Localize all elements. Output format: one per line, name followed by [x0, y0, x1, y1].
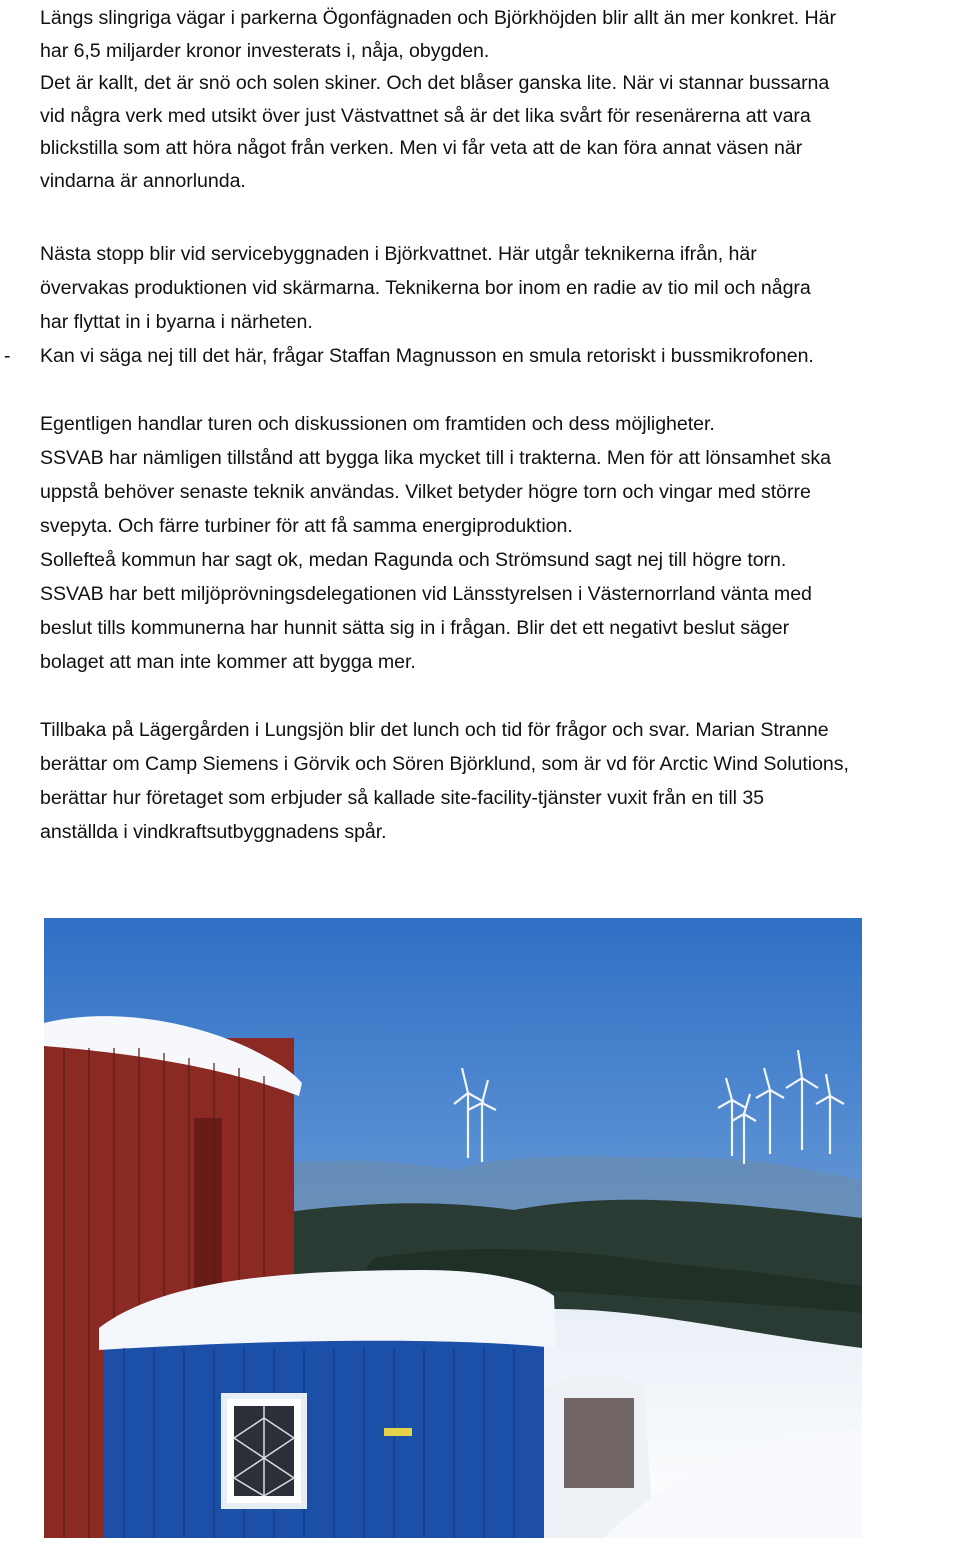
- text-line: Egentligen handlar turen och diskussionen om framtiden och dess möjligheter.: [40, 413, 715, 435]
- paragraph-5: [40, 713, 955, 849]
- blue-building: [99, 1270, 556, 1538]
- photo-wind-farm-winter: [44, 918, 862, 1538]
- text-line: SSVAB har bett miljöprövningsdelegationen vid Länsstyrelsen i Västernorrland vänta med: [40, 583, 812, 605]
- text-line: Nästa stopp blir vid servicebyggnaden i Björkvattnet. Här utgår teknikerna ifrån, här: [40, 243, 757, 265]
- text-line: SSVAB har nämligen tillstånd att bygga lika mycket till i trakterna. Men för att lönsamhet ska: [40, 447, 832, 469]
- text-line: svepyta. Och färre turbiner för att få samma energiproduktion.: [40, 515, 573, 537]
- door-sign: [384, 1428, 412, 1436]
- text-line: uppstå behöver senaste teknik användas. Vilket betyder högre torn och vingar med större: [40, 481, 811, 503]
- text-line: beslut tills kommunerna har hunnit sätta sig in i frågan. Blir det ett negativt beslut säger: [40, 617, 790, 639]
- paragraph-quote: [40, 339, 955, 373]
- text-line: berättar hur företaget som erbjuder så kallade site-facility-tjänster vuxit från en till 35: [40, 787, 765, 809]
- text-line: bolaget att man inte kommer att bygga mer.: [40, 651, 416, 673]
- text-line: vindarna är annorlunda.: [40, 169, 246, 192]
- text-line: övervakas produktionen vid skärmarna. Teknikerna bor inom en radie av tio mil och några: [40, 277, 811, 299]
- text-line: vid några verk med utsikt över just Västvattnet så är det lika svårt för resenärerna att vara: [40, 104, 811, 127]
- text-line: Längs slingriga vägar i parkerna Ögonfägnaden och Björkhöjden blir allt än mer konkret. Här: [40, 7, 836, 29]
- text-line: Det är kallt, det är snö och solen skiner. Och det blåser ganska lite. När vi stannar bussarna: [40, 72, 830, 94]
- text-line: anställda i vindkraftsutbyggnadens spår.: [40, 821, 387, 843]
- text-line: Sollefteå kommun har sagt ok, medan Ragunda och Strömsund sagt nej till högre torn.: [40, 549, 787, 571]
- text-line: har flyttat in i byarna i närheten.: [40, 311, 313, 333]
- text-line: berättar om Camp Siemens i Görvik och Sören Björklund, som är vd för Arctic Wind Solutions,: [40, 753, 849, 775]
- paragraph-4: [40, 407, 955, 679]
- quote-dash: -: [4, 345, 11, 367]
- photo-illustration: [44, 918, 862, 1538]
- paragraph-1: [40, 2, 955, 197]
- text-line: har 6,5 miljarder kronor investerats i, nåja, obygden.: [40, 39, 490, 62]
- shed: [564, 1398, 634, 1488]
- text-line: Kan vi säga nej till det här, frågar Staffan Magnusson en smula retoriskt i bussmikrofonen.: [40, 345, 814, 367]
- paragraph-2: [40, 237, 955, 339]
- text-line: blickstilla som att höra något från verken. Men vi får veta att de kan föra annat väsen när: [40, 137, 803, 159]
- text-line: Tillbaka på Lägergården i Lungsjön blir det lunch och tid för frågor och svar. Marian Stranne: [40, 719, 829, 741]
